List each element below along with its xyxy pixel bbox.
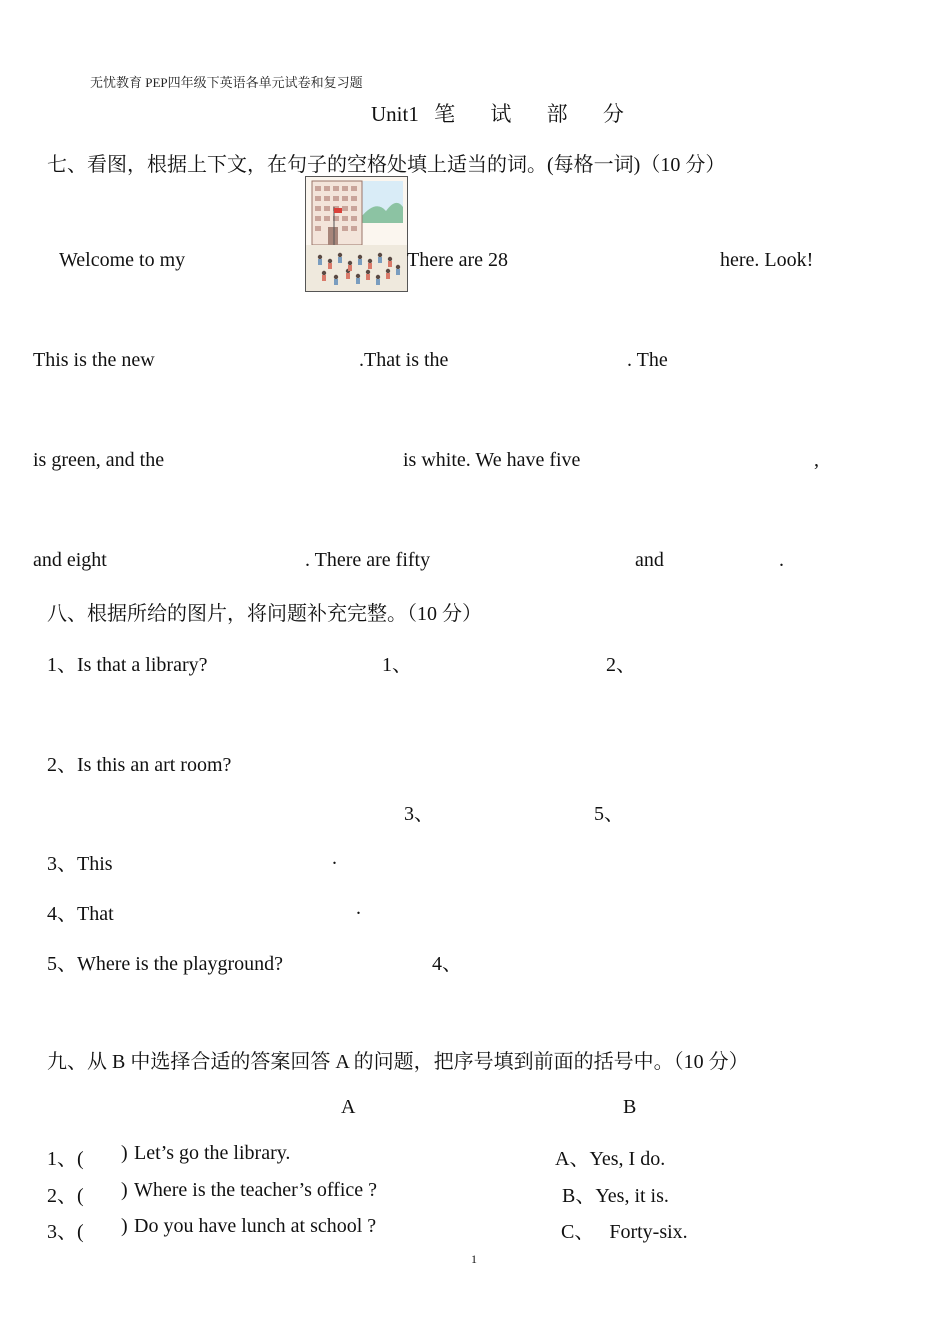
s8-question-2: 2、Is this an art room?: [47, 754, 232, 776]
s9-row-2-question: Where is the teacher’s office ?: [134, 1179, 378, 1201]
s8-picture-label-1: 1、: [382, 654, 412, 676]
s9-row-3-answer: C、 Forty-six.: [561, 1221, 688, 1243]
section-8-heading: 八、根据所给的图片，将问题补充完整。（10 分）: [47, 603, 482, 625]
s9-column-a-header: A: [341, 1096, 356, 1118]
s7-line3-text-b: is white. We have five: [403, 449, 581, 471]
s7-line4-text-b: . There are fifty: [305, 549, 431, 571]
s8-picture-label-2: 2、: [606, 654, 636, 676]
s8-picture-label-5: 5、: [594, 803, 624, 825]
s9-row-2-bracket-close: ): [121, 1179, 128, 1201]
s7-line2-text-a: This is the new: [33, 349, 155, 371]
title-char-4: 分: [602, 102, 624, 126]
s8-picture-label-4: 4、: [432, 953, 462, 975]
s9-column-b-header: B: [623, 1096, 637, 1118]
school-building-illustration: [305, 176, 408, 292]
s8-question-4: 4、That: [47, 903, 114, 925]
s8-question-4-end: .: [356, 897, 361, 919]
page-header: 无忧教育 PEP四年级下英语各单元试卷和复习题: [90, 75, 363, 90]
section-7-heading: 七、看图，根据上下文，在句子的空格处填上适当的词。(每格一词)（10 分）: [47, 154, 726, 176]
page-number: 1: [471, 1252, 477, 1266]
s8-question-1: 1、Is that a library?: [47, 654, 208, 676]
s9-row-3-number: 3、(: [47, 1221, 84, 1243]
s7-line3-text-c: ,: [814, 449, 819, 471]
s7-line1-text-b: There are 28: [407, 249, 509, 271]
s8-question-5: 5、Where is the playground?: [47, 953, 284, 975]
s7-line1-text-a: Welcome to my: [59, 249, 186, 271]
s7-line2-text-b: .That is the: [359, 349, 449, 371]
s9-row-1-bracket-close: ): [121, 1142, 128, 1164]
s7-line4-text-d: .: [779, 549, 784, 571]
s8-question-3-end: .: [332, 847, 337, 869]
s7-line2-text-c: . The: [627, 349, 668, 371]
page-title: [371, 98, 624, 128]
s9-row-1-answer: A、Yes, I do.: [555, 1148, 666, 1170]
title-char-3: 部: [546, 102, 568, 126]
s7-line4-text-c: and: [635, 549, 664, 571]
s8-picture-label-3: 3、: [404, 803, 434, 825]
s7-line4-text-a: and eight: [33, 549, 107, 571]
s9-row-2-answer: B、Yes, it is.: [562, 1185, 669, 1207]
section-9-heading: 九、从 B 中选择合适的答案回答 A 的问题，把序号填到前面的括号中。（10 分）: [47, 1051, 749, 1073]
s9-row-1-question: Let’s go the library.: [134, 1142, 291, 1164]
s8-question-3: 3、This: [47, 853, 113, 875]
title-unit: Unit1: [371, 102, 419, 126]
s9-row-1-number: 1、(: [47, 1148, 84, 1170]
s9-row-2-number: 2、(: [47, 1185, 84, 1207]
title-char-1: 笔: [434, 102, 456, 126]
s9-row-3-bracket-close: ): [121, 1215, 128, 1237]
s7-line3-text-a: is green, and the: [33, 449, 165, 471]
s7-line1-text-c: here. Look!: [720, 249, 814, 271]
title-char-2: 试: [490, 102, 512, 126]
s9-row-3-question: Do you have lunch at school ?: [134, 1215, 377, 1237]
